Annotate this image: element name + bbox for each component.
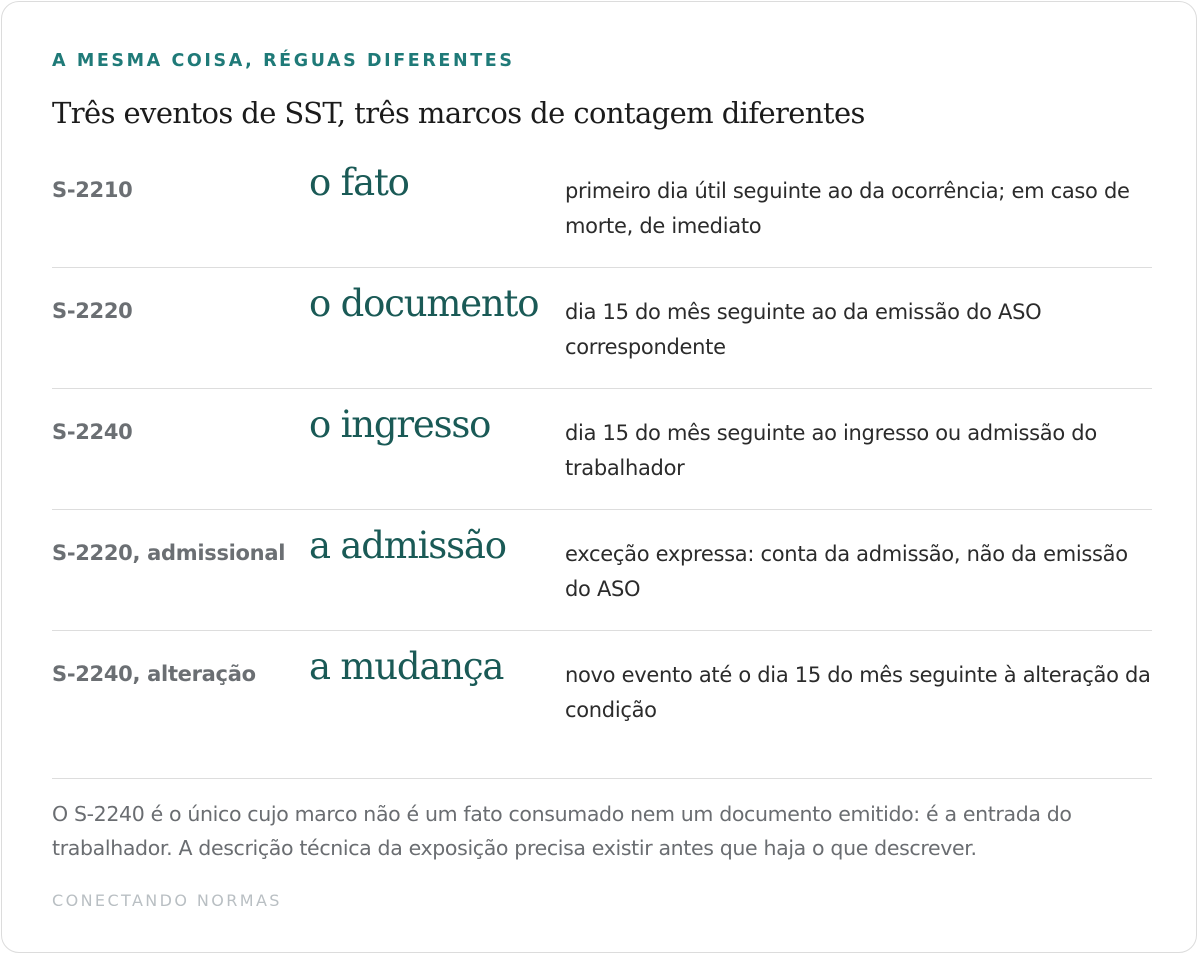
counting-marker: o documento (309, 282, 539, 325)
deadline-description: novo evento até o dia 15 do mês seguinte à alteração da condição (565, 663, 1151, 722)
deadline-card (1, 1, 1197, 953)
table-row (52, 389, 1152, 510)
card-title: Três eventos de SST, três marcos de contagem diferentes (52, 96, 865, 130)
explanatory-note: O S-2240 é o único cujo marco não é um fato consumado nem um documento emitido: é a entrada do trabalhador. A descrição técnica da exposição precisa existir antes que haja o que descrever. (52, 802, 1072, 860)
table-row (52, 268, 1152, 389)
table-row (52, 631, 1152, 779)
kicker: A MESMA COISA, RÉGUAS DIFERENTES (52, 51, 515, 71)
table-row (52, 147, 1152, 268)
event-code: S-2240 (52, 420, 133, 444)
counting-marker: a mudança (309, 645, 504, 688)
counting-marker: o fato (309, 161, 409, 204)
deadline-description: primeiro dia útil seguinte ao da ocorrência; em caso de morte, de imediato (565, 179, 1130, 238)
deadline-table (52, 147, 1152, 779)
deadline-description: dia 15 do mês seguinte ao da emissão do ASO correspondente (565, 300, 1042, 359)
counting-marker: o ingresso (309, 403, 491, 446)
table-row (52, 510, 1152, 631)
deadline-description: exceção expressa: conta da admissão, não da emissão do ASO (565, 542, 1128, 601)
deadline-description: dia 15 do mês seguinte ao ingresso ou admissão do trabalhador (565, 421, 1097, 480)
event-code: S-2220 (52, 299, 133, 323)
brand-footer: CONECTANDO NORMAS (52, 891, 282, 910)
event-code: S-2220, admissional (52, 541, 286, 565)
counting-marker: a admissão (309, 524, 506, 567)
event-code: S-2210 (52, 178, 133, 202)
event-code: S-2240, alteração (52, 662, 256, 686)
